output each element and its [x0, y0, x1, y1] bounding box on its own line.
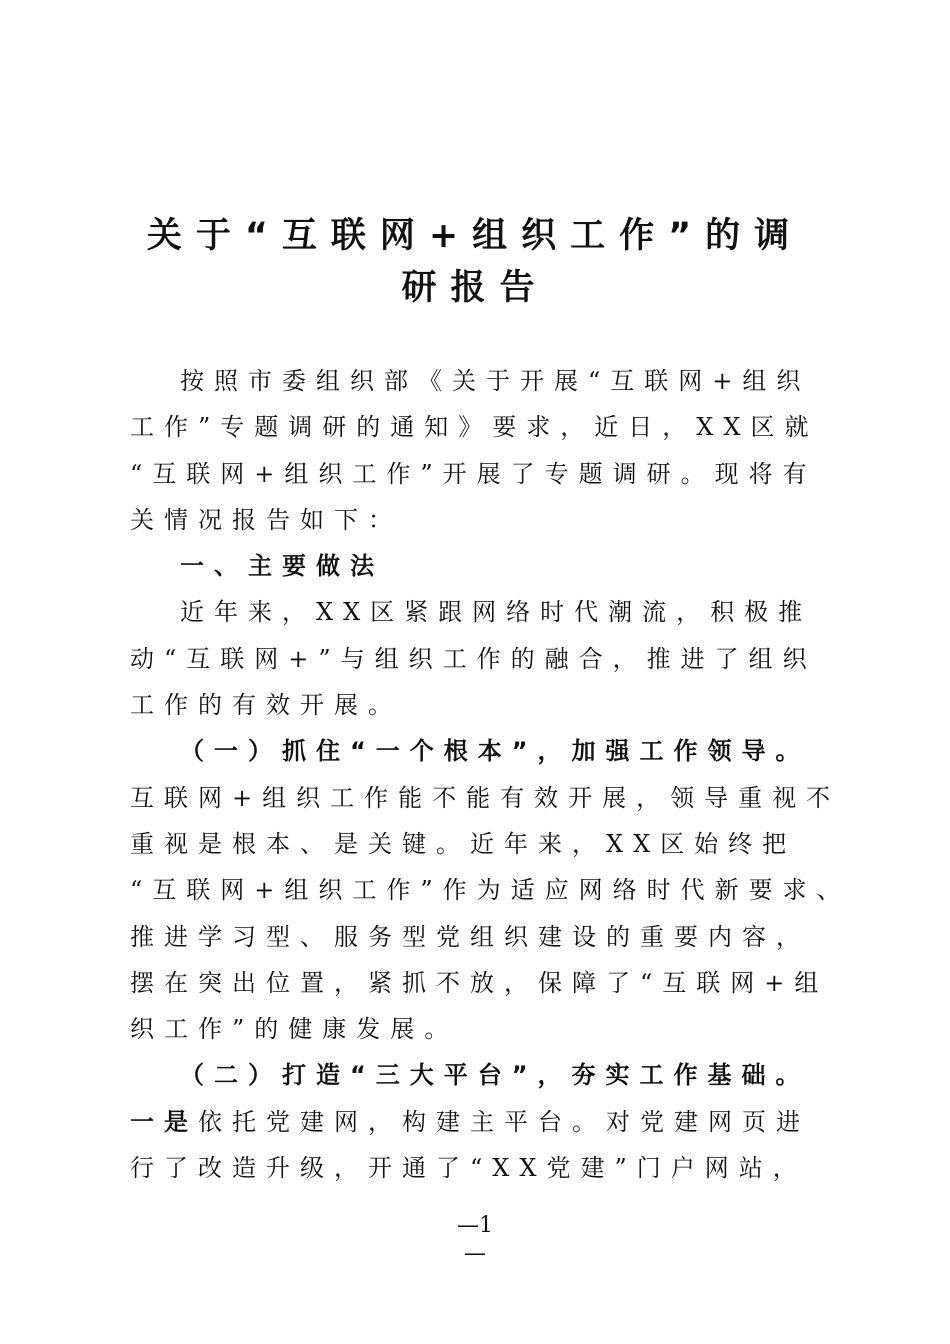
- line-text: 摆在突出位置，紧抓不放，保障了“互联网+组: [130, 968, 829, 997]
- line-text: （一）抓住“一个根本”，加强工作领导。: [180, 737, 810, 766]
- line-text: 近年来，XX区紧跟网络时代潮流，积极推: [180, 598, 813, 627]
- section-heading-line: [130, 543, 830, 589]
- body-text-line: [130, 358, 830, 404]
- line-text: 行了改造升级，开通了“XX党建”门户网站，: [130, 1154, 807, 1183]
- line-text: 工作的有效开展。: [130, 691, 402, 720]
- body-text-line: [130, 821, 830, 867]
- page-number: [0, 1212, 950, 1268]
- line-text: 动“互联网+”与组织工作的融合，推进了组织: [130, 644, 817, 673]
- title-line: 关于“互联网+组织工作”的调: [146, 216, 804, 256]
- body-text-line: [130, 1006, 830, 1052]
- body-text-line: [130, 960, 830, 1006]
- line-text: “互联网+组织工作”开展了专题调研。现将有: [130, 459, 817, 488]
- line-text: 工作”专题调研的通知》要求，近日，XX区就: [130, 413, 819, 442]
- line-text: 织工作”的健康发展。: [130, 1015, 459, 1044]
- line-text: 推进学习型、服务型党组织建设的重要内容，: [130, 922, 810, 951]
- line-text: 一、主要做法: [180, 552, 384, 581]
- body-text-line: [130, 451, 830, 497]
- line-text: （二）打造“三大平台”，夯实工作基础。: [180, 1061, 810, 1090]
- document-body: [130, 358, 851, 1191]
- body-text-line: [130, 589, 830, 635]
- title-line: 研报告: [401, 268, 549, 308]
- line-text: 关情况报告如下：: [130, 505, 402, 534]
- line-text: 按照市委组织部《关于开展“互联网+组织: [180, 367, 811, 395]
- lead-bold-text: 一是: [130, 1107, 198, 1136]
- page-number-line: —: [464, 1241, 486, 1266]
- line-text: 重视是根本、是关键。近年来，XX区始终把: [130, 829, 797, 858]
- body-text-line: [130, 1099, 830, 1145]
- section-heading-line: [130, 728, 830, 774]
- body-text-line: [130, 775, 841, 821]
- body-text-line: [130, 404, 830, 450]
- page-number-line: —1: [457, 1213, 493, 1238]
- line-text: 依托党建网，构建主平台。对党建网页进: [198, 1107, 810, 1136]
- body-text-line: [130, 1145, 830, 1191]
- body-text-line: [130, 497, 830, 543]
- section-heading-line: [130, 1052, 830, 1098]
- body-text-line: [130, 914, 830, 960]
- body-text-line: [130, 636, 830, 682]
- document-title: [125, 210, 825, 314]
- line-text: 互联网+组织工作能不能有效开展，领导重视不: [130, 783, 841, 812]
- line-text: “互联网+组织工作”作为适应网络时代新要求、: [130, 876, 851, 905]
- body-text-line: [130, 867, 851, 913]
- body-text-line: [130, 682, 830, 728]
